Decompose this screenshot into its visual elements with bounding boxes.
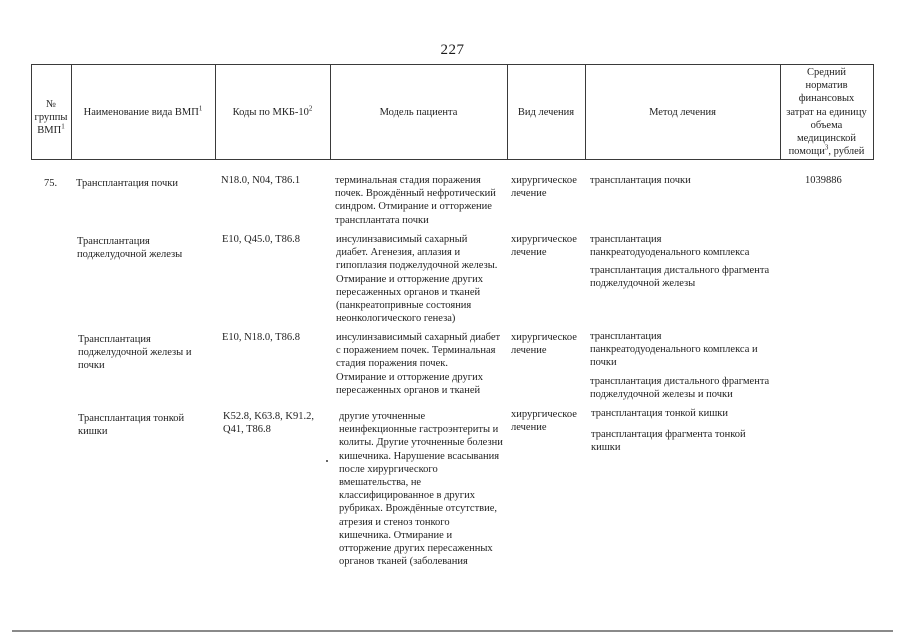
row-cost: 1039886 [805, 175, 842, 186]
row-treatment-type: хирургическое лечение [511, 409, 577, 434]
row-treatment-type: хирургическое лечение [511, 332, 577, 357]
row-icd-codes: K52.8, K63.8, K91.2, Q41, T86.8 [223, 411, 314, 436]
row-treatment-type: хирургическое лечение [511, 234, 577, 259]
row-treatment-method: трансплантация тонкой кишки [591, 408, 729, 419]
row-patient-model: терминальная стадия поражения почек. Врождённый нефротический синдром. Отмирание и отторжение трансплантата почки [335, 175, 496, 226]
row-vmp-name: Трансплантация почки [76, 178, 179, 189]
row-treatment-method: трансплантация почки [590, 175, 691, 186]
header-treatment-type: Вид лечения [517, 107, 575, 118]
column-divider [873, 64, 874, 160]
row-treatment-method: трансплантация панкреатодуоденального комплекса и почки [590, 331, 758, 369]
row-treatment-method: трансплантация дистального фрагмента поджелудочной железы и почки [590, 376, 770, 401]
header-top-border [31, 64, 873, 65]
header-vmp-name: Наименование вида ВМП$^1$ [83, 104, 203, 118]
page-number: 227 [440, 42, 465, 58]
row-group-number: 75. [44, 178, 58, 189]
row-vmp-name: Трансплантация поджелудочной железы [77, 236, 183, 261]
scan-speck [326, 460, 328, 462]
row-icd-codes: E10, Q45.0, T86.8 [222, 234, 300, 245]
header-group-number: № группы ВМП$^1$ [34, 99, 68, 137]
row-vmp-name: Трансплантация тонкой кишки [78, 413, 185, 438]
row-treatment-method: трансплантация фрагмента тонкой кишки [591, 429, 746, 454]
header-patient-model: Модель пациента [379, 107, 458, 118]
header-icd-codes: Коды по МКБ-$10^2$ [232, 104, 313, 118]
row-icd-codes: N18.0, N04, T86.1 [221, 175, 301, 186]
header-treatment-method: Метод лечения [649, 107, 716, 118]
row-patient-model: другие уточненные неинфекционные гастроэнтериты и колиты. Другие уточненные болезни кишечника. Нарушение всасывания после хирургического вмешательства, не классифицированное в других рубриках. Врождённые отсутствие, атрезия и стеноз тонкого кишечника. Отмирание и отторжение других пересаженных органов тканей (заболевания [339, 411, 503, 568]
row-patient-model: инсулинзависимый сахарный диабет с поражением почек. Терминальная стадия поражения почек. Отмирание и отторжение других пересаженных органов и тканей [336, 332, 501, 396]
row-treatment-method: трансплантация дистального фрагмента поджелудочной железы [590, 265, 770, 290]
row-treatment-type: хирургическое лечение [511, 175, 577, 200]
row-vmp-name: Трансплантация поджелудочной железы и почки [78, 334, 192, 372]
header-bottom-border [31, 159, 873, 160]
scan-bottom-edge [12, 630, 893, 632]
row-icd-codes: E10, N18.0, T86.8 [222, 332, 300, 343]
row-treatment-method: трансплантация панкреатодуоденального комплекса [590, 234, 750, 259]
row-patient-model: инсулинзависимый сахарный диабет. Агенезия, аплазия и гипоплазия поджелудочной железы. Отмирание и отторжение других пересаженных органов и тканей (панкреатопривные состояния неонкологического генеза) [336, 234, 498, 325]
header-cost-norm: Средний норматив финансовых затрат на единицу объема медицинской помощи$^3$, рублей [786, 67, 867, 158]
